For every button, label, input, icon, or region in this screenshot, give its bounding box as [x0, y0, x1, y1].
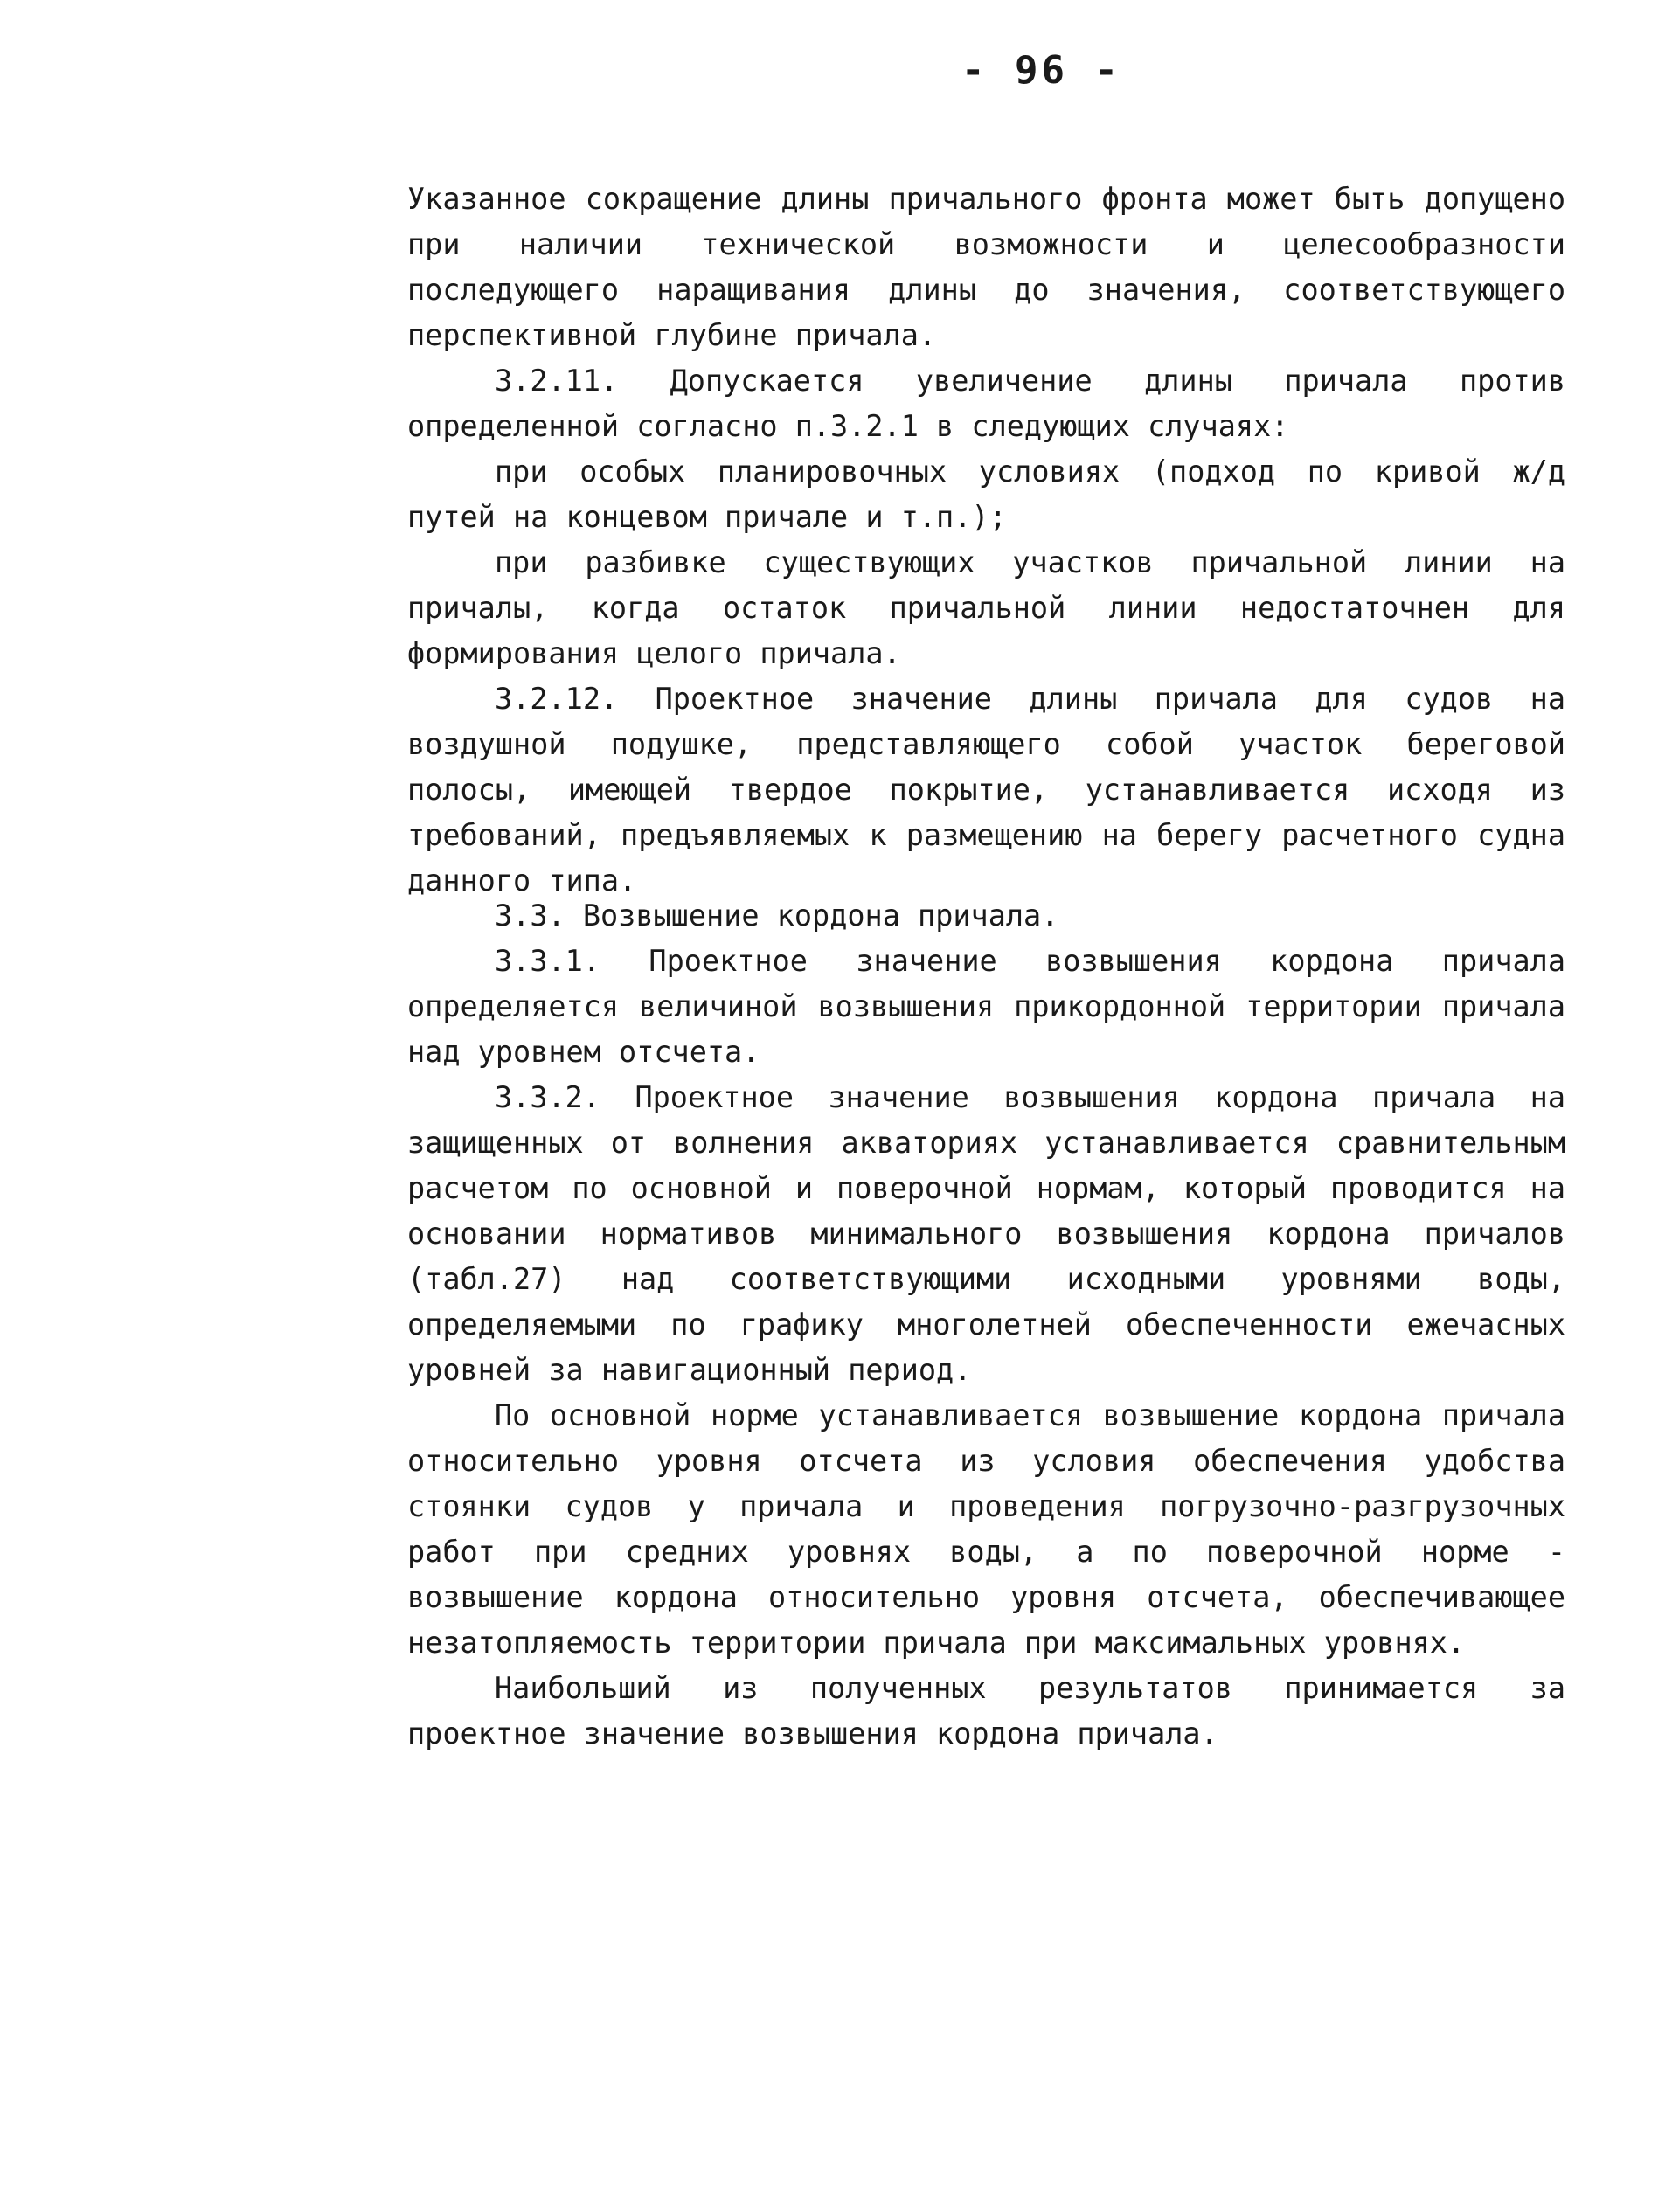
page-number: - 96 -: [961, 48, 1121, 93]
paragraph-3-3-2: 3.3.2. Проектное значение возвышения кордона причала на защищенных от волнения акваториях устанавливается сравнительным расчетом по основной и поверочной нормам, который проводится на основании нормативов минимального возвышения кордона причалов (табл.27) над соответствующими исходными уровнями воды, определяемыми по графику многолетней обеспеченности ежечасных уровней за навигационный период.: [407, 1080, 1565, 1387]
paragraph-existing-sections: при разбивке существующих участков причальной линии на причалы, когда остаток причальной линии недостаточнен для формирования целого причала.: [407, 545, 1565, 670]
paragraph-berth-front-reduction: Указанное сокращение длины причального фронта может быть допущено при наличии технической возможности и целесообразности последующего наращивания длины до значения, соответствующего перспективной глубине причала.: [407, 182, 1565, 352]
paragraph-largest-result: Наибольший из полученных результатов принимается за проектное значение возвышения кордона причала.: [407, 1671, 1565, 1751]
paragraph-3-3-1: 3.3.1. Проектное значение возвышения кордона причала определяется величиной возвышения прикордонной территории причала над уровнем отсчета.: [407, 944, 1565, 1069]
section-heading-3-3: 3.3. Возвышение кордона причала.: [495, 898, 1059, 933]
text-block-top: [407, 177, 1565, 904]
paragraph-planning-conditions: при особых планировочных условиях (подход по кривой ж/д путей на концевом причале и т.п.);: [407, 454, 1565, 534]
text-block-bottom: [407, 893, 1565, 1757]
paragraph-main-norm: По основной норме устанавливается возвышение кордона причала относительно уровня отсчета из условия обеспечения удобства стоянки судов у причала и проведения погрузочно-разгрузочных работ при средних уровнях воды, а по поверочной норме - возвышение кордона относительно уровня отсчета, обеспечивающее незатопляемость территории причала при максимальных уровнях.: [407, 1398, 1565, 1660]
paragraph-3-2-12: 3.2.12. Проектное значение длины причала для судов на воздушной подушке, представляющего собой участок береговой полосы, имеющей твердое покрытие, устанавливается исходя из требований, предъявляемых к размещению на берегу расчетного судна данного типа.: [407, 682, 1565, 898]
paragraph-3-2-11: 3.2.11. Допускается увеличение длины причала против определенной согласно п.3.2.1 в следующих случаях:: [407, 364, 1565, 443]
